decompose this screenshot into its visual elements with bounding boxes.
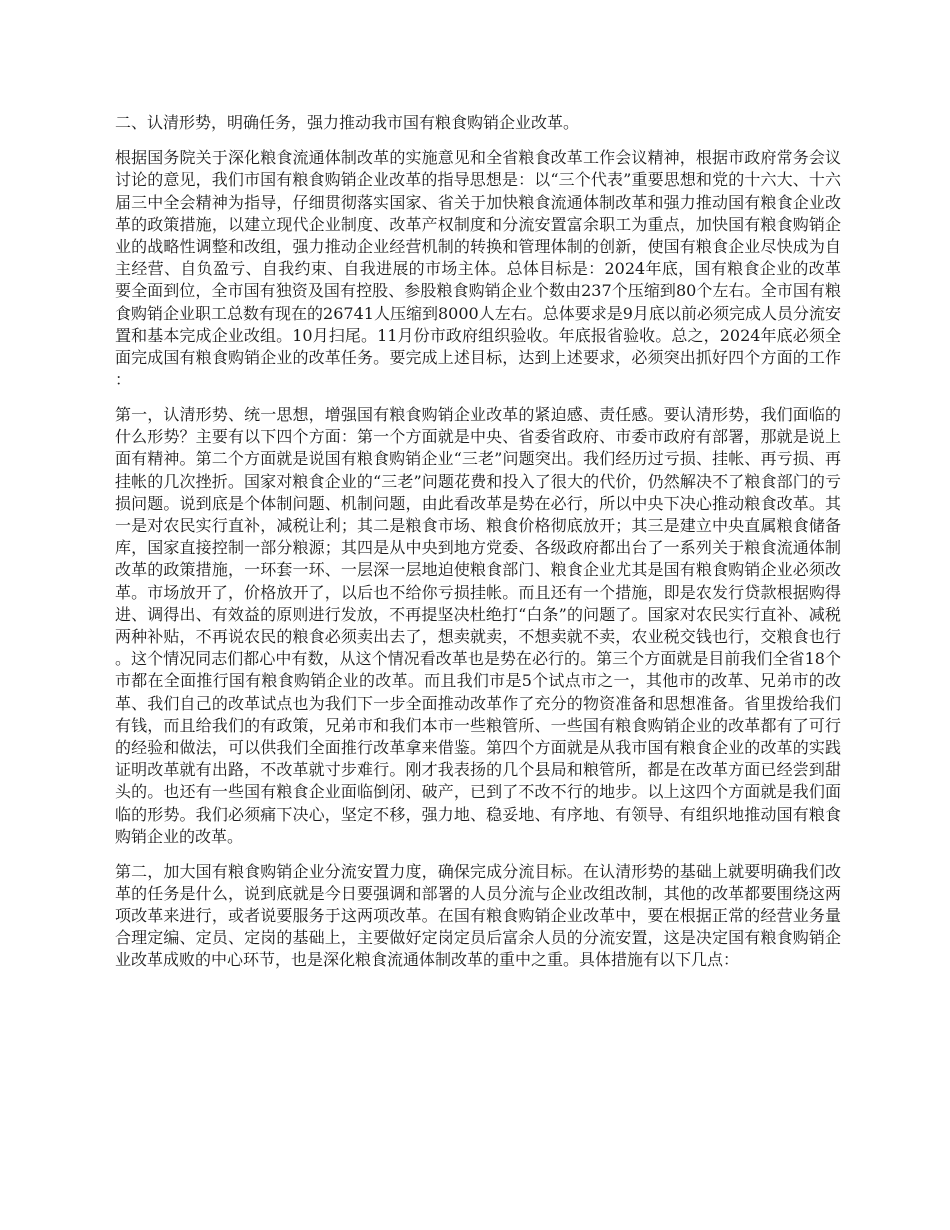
- paragraph-first-point: 第一，认清形势、统一思想，增强国有粮食购销企业改革的紧迫感、责任感。要认清形势，我们面临的什么形势？主要有以下四个方面：第一个方面就是中央、省委省政府、市委市政府有部署，那就是说上面有精神。第二个方面就是说国有粮食购销企业“三老”问题突出。我们经历过亏损、挂帐、再亏损、再挂帐的几次挫折。国家对粮食企业的“三老”问题花费和投入了很大的代价，仍然解决不了粮食部门的亏损问题。说到底是个体制问题、机制问题，由此看改革是势在必行，所以中央下决心推动粮食改革。其一是对农民实行直补，减税让利；其二是粮食市场、粮食价格彻底放开；其三是建立中央直属粮食储备库，国家直接控制一部分粮源；其四是从中央到地方党委、各级政府都出台了一系列关于粮食流通体制改革的政策措施，一环套一环、一层深一层地迫使粮食部门、粮食企业尤其是国有粮食购销企业必须改革。市场放开了，价格放开了，以后也不给你亏损挂帐。而且还有一个措施，即是农发行贷款根据购得进、调得出、有效益的原则进行发放，不再提坚决杜绝打“白条”的问题了。国家对农民实行直补、减税两种补贴，不再说农民的粮食必须卖出去了，想卖就卖，不想卖就不卖，农业税交钱也行，交粮食也行。这个情况同志们都心中有数，从这个情况看改革也是势在必行的。第三个方面就是目前我们全省18个市都在全面推行国有粮食购销企业的改革。而且我们市是5个试点市之一，其他市的改革、兄弟市的改革、我们自己的改革试点也为我们下一步全面推动改革作了充分的物资准备和思想准备。省里拨给我们有钱，而且给我们的有政策，兄弟市和我们本市一些粮管所、一些国有粮食购销企业的改革都有了可行的经验和做法，可以供我们全面推行改革拿来借鉴。第四个方面就是从我市国有粮食企业的改革的实践证明改革就有出路，不改革就寸步难行。刚才我表扬的几个县局和粮管所，都是在改革方面已经尝到甜头的。也还有一些国有粮食企业面临倒闭、破产，已到了不改不行的地步。以上这四个方面就是我们面临的形势。我们必须痛下决心，坚定不移，强力地、稳妥地、有序地、有领导、有组织地推动国有粮食购销企业的改革。: [115, 404, 841, 846]
- paragraph-guiding-ideology: 根据国务院关于深化粮食流通体制改革的实施意见和全省粮食改革工作会议精神，根据市政府常务会议讨论的意见，我们市国有粮食购销企业改革的指导思想是：以“三个代表”重要思想和党的十六大、十六届三中全会精神为指导，仔细贯彻落实国家、省关于加快粮食流通体制改革和强力推动国有粮食企业改革的政策措施，以建立现代企业制度、改革产权制度和分流安置富余职工为重点，加快国有粮食购销企业的战略性调整和改组，强力推动企业经营机制的转换和管理体制的创新，使国有粮食企业尽快成为自主经营、自负盈亏、自我约束、自我进展的市场主体。总体目标是：2024年底，国有粮食企业的改革要全面到位，全市国有独资及国有控股、参股粮食购销企业个数由237个压缩到80个左右。全市国有粮食购销企业职工总数有现在的26741人压缩到8000人左右。总体要求是9月底以前必须完成人员分流安置和基本完成企业改组。10月扫尾。11月份市政府组织验收。年底报省验收。总之，2024年底必须全面完成国有粮食购销企业的改革任务。要完成上述目标，达到上述要求，必须突出抓好四个方面的工作：: [115, 148, 841, 390]
- section-heading: 二、认清形势，明确任务，强力推动我市国有粮食购销企业改革。: [115, 113, 580, 132]
- paragraph-second-point: 第二，加大国有粮食购销企业分流安置力度，确保完成分流目标。在认清形势的基础上就要明确我们改革的任务是什么，说到底就是今日要强调和部署的人员分流与企业改组改制，其他的改革都要围绕这两项改革来进行，或者说要服务于这两项改革。在国有粮食购销企业改革中，要在根据正常的经营业务量合理定编、定员、定岗的基础上，主要做好定岗定员后富余人员的分流安置，这是决定国有粮食购销企业改革成败的中心环节，也是深化粮食流通体制改革的重中之重。具体措施有以下几点：: [115, 861, 841, 970]
- document-page: [115, 112, 841, 984]
